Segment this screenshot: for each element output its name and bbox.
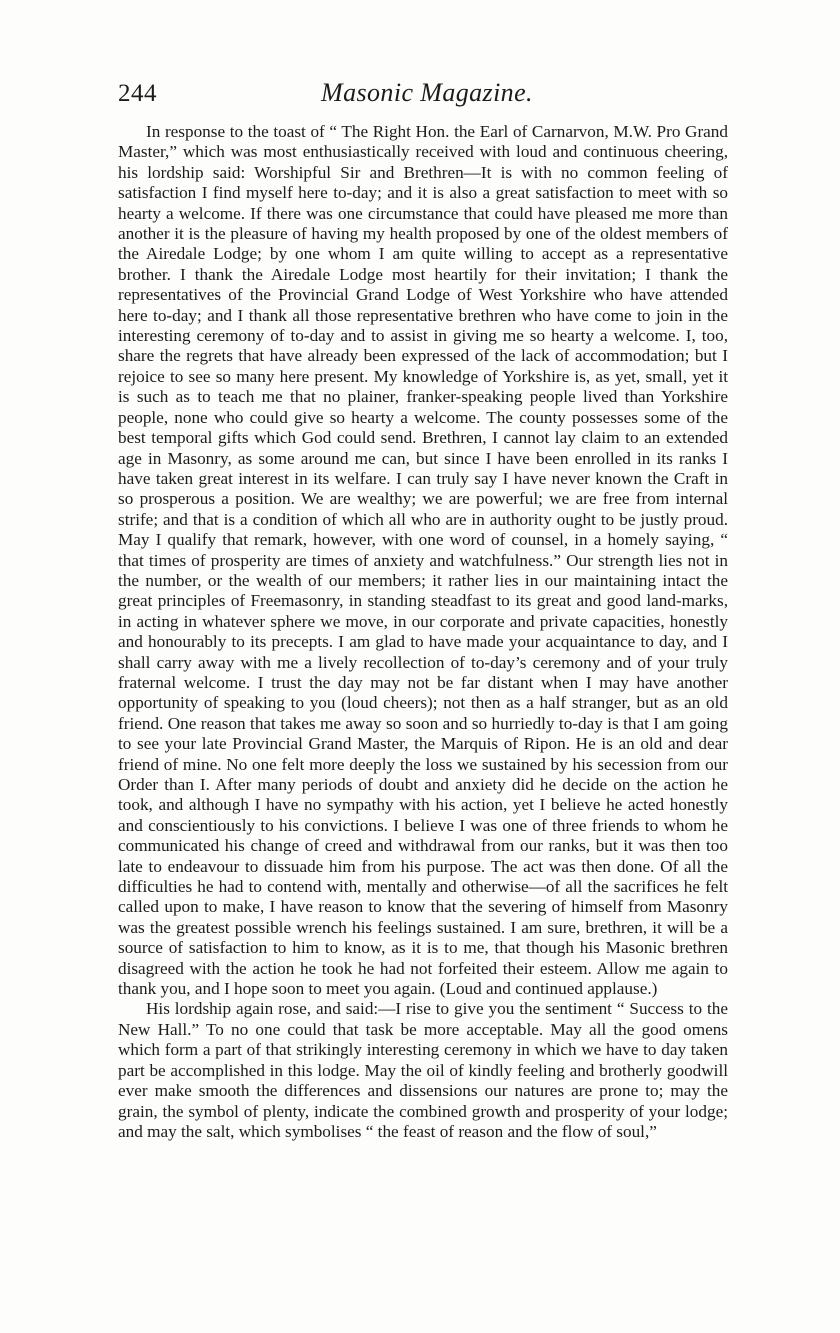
page-header bbox=[118, 76, 736, 112]
running-title: Masonic Magazine. bbox=[321, 78, 533, 107]
page-number: 244 bbox=[118, 80, 157, 107]
article-body bbox=[118, 122, 728, 1142]
paragraph-new-hall-toast: His lordship again rose, and said:—I rise to give you the sentiment “ Success to the New Hall.” To no one could that task be more acceptable. May all the good omens which form a part of that strikingly interesting ceremony in which we have to day taken part be accomplished in this lodge. May the oil of kindly feeling and brotherly goodwill ever make smooth the differences and dissensions our natures are prone to; may the grain, the symbol of plenty, indicate the combined growth and prosperity of your lodge; and may the salt, which symbolises “ the feast of reason and the flow of soul,” bbox=[118, 999, 728, 1141]
paragraph-carnarvon-speech: In response to the toast of “ The Right Hon. the Earl of Carnarvon, M.W. Pro Grand Master,” which was most enthusiastically received with loud and continuous cheering, his lordship said: Worshipful Sir and Brethren—It is with no common feeling of satisfaction I find myself here to-day; and it is also a great satisfaction to meet with so hearty a welcome. If there was one circumstance that could have pleased me more than another it is the pleasure of having my health proposed by one of the oldest members of the Airedale Lodge; by one whom I am quite willing to accept as a representative brother. I thank the Airedale Lodge most heartily for their invitation; I thank the representatives of the Provincial Grand Lodge of West Yorkshire who have attended here to-day; and I thank all those representative brethren who have come to join in the interesting ceremony of to-day and to assist in giving me so hearty a welcome. I, too, share the regrets that have already been expressed of the lack of accommodation; but I rejoice to see so many here present. My knowledge of Yorkshire is, as yet, small, yet it is such as to teach me that no plainer, franker-speaking people lived than Yorkshire people, none who could give so hearty a welcome. The county possesses some of the best temporal gifts which God could send. Brethren, I cannot lay claim to an extended age in Masonry, as some around me can, but since I have been enrolled in its ranks I have taken great interest in its welfare. I can truly say I have never known the Craft in so prosperous a position. We are wealthy; we are powerful; we are free from internal strife; and that is a condition of which all who are in authority ought to be justly proud. May I qualify that remark, however, with one word of counsel, in a homely saying, “ that times of prosperity are times of anxiety and watchfulness.” Our strength lies not in the number, or the wealth of our members; it rather lies in our maintaining intact the great principles of Freemasonry, in standing steadfast to its great and good land-marks, in acting in whatever sphere we move, in our corporate and private capacities, honestly and honourably to its precepts. I am glad to have made your acquaintance to day, and I shall carry away with me a lively recollection of to-day’s ceremony and of your truly fraternal welcome. I trust the day may not be far distant when I may have another opportunity of speaking to you (loud cheers); not then as a half stranger, but as an old friend. One reason that takes me away so soon and so hurriedly to-day is that I am going to see your late Provincial Grand Master, the Marquis of Ripon. He is an old and dear friend of mine. No one felt more deeply the loss we sustained by his secession from our Order than I. After many periods of doubt and anxiety did he decide on the action he took, and although I have no sympathy with his action, yet I believe he acted honestly and conscientiously to his convictions. I believe I was one of three friends to whom he communicated his change of creed and withdrawal from our ranks, but it was then too late to endeavour to dissuade him from his purpose. The act was then done. Of all the difficulties he had to contend with, mentally and otherwise—of all the sacrifices he felt called upon to make, I have reason to know that the severing of himself from Masonry was the greatest possible wrench his feelings sustained. I am sure, brethren, it will be a source of satisfaction to him to know, as it is to me, that though his Masonic brethren disagreed with the action he took he had not forfeited their esteem. Allow me again to thank you, and I hope soon to meet you again. (Loud and continued applause.) bbox=[118, 122, 728, 999]
